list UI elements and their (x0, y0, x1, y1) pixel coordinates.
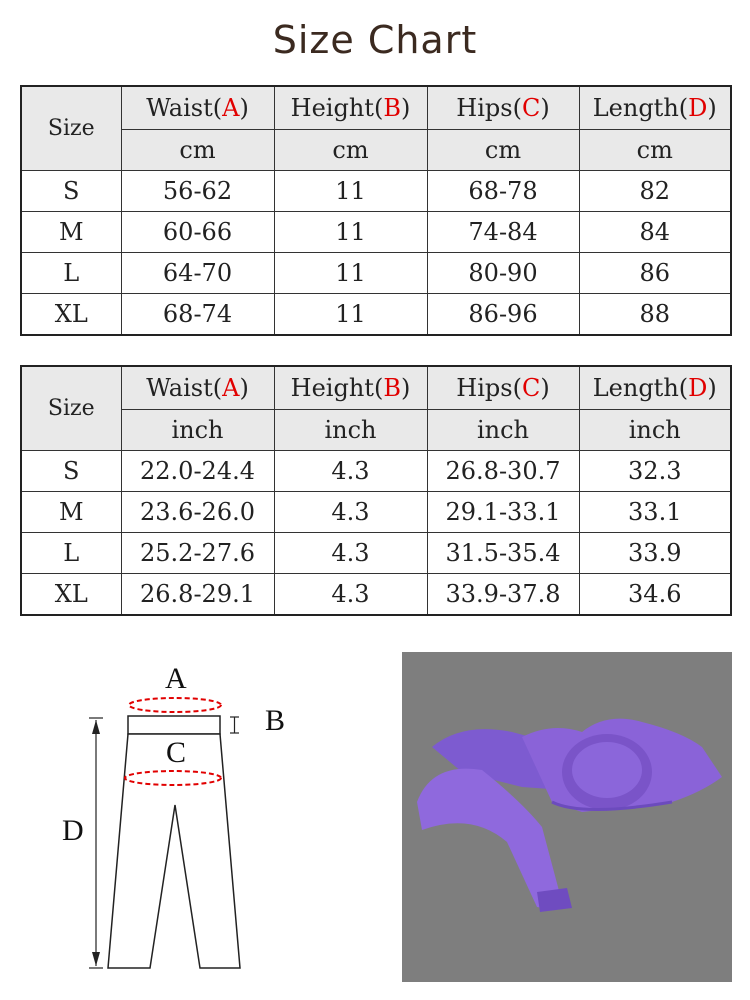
size-cell: L (21, 533, 121, 574)
label-c: C (166, 736, 187, 769)
table-row (21, 451, 731, 492)
size-table-inch (20, 365, 732, 616)
height-cell: 4.3 (274, 533, 427, 574)
size-table-cm (20, 85, 732, 336)
length-cell: 84 (579, 212, 731, 253)
header-hips: Hips(C) (427, 86, 579, 130)
unit-cell: inch (274, 410, 427, 451)
table-row (21, 212, 731, 253)
unit-cell: inch (427, 410, 579, 451)
hips-cell: 31.5-35.4 (427, 533, 579, 574)
waist-cell: 23.6-26.0 (121, 492, 274, 533)
unit-cell: inch (579, 410, 731, 451)
height-cell: 11 (274, 171, 427, 212)
header-height: Height(B) (274, 86, 427, 130)
length-cell: 34.6 (579, 574, 731, 616)
waist-cell: 68-74 (121, 294, 274, 336)
height-cell: 4.3 (274, 574, 427, 616)
header-length: Length(D) (579, 366, 731, 410)
size-cell: M (21, 212, 121, 253)
size-cell: XL (21, 294, 121, 336)
waist-cell: 64-70 (121, 253, 274, 294)
waist-cell: 22.0-24.4 (121, 451, 274, 492)
waistband-shape (128, 716, 220, 734)
table-row (21, 171, 731, 212)
table-row (21, 574, 731, 616)
header-height: Height(B) (274, 366, 427, 410)
hips-cell: 86-96 (427, 294, 579, 336)
table-row (21, 533, 731, 574)
unit-cell: inch (121, 410, 274, 451)
unit-cell: cm (427, 130, 579, 171)
waist-cell: 26.8-29.1 (121, 574, 274, 616)
length-cell: 32.3 (579, 451, 731, 492)
size-header: Size (21, 86, 121, 171)
height-cell: 11 (274, 212, 427, 253)
header-row (21, 86, 731, 130)
label-b: B (265, 704, 286, 737)
size-cell: L (21, 253, 121, 294)
table-row (21, 253, 731, 294)
length-cell: 33.9 (579, 533, 731, 574)
table-row (21, 294, 731, 336)
page-title: Size Chart (272, 18, 478, 62)
height-cell: 4.3 (274, 492, 427, 533)
header-waist: Waist(A) (121, 366, 274, 410)
height-cell: 11 (274, 294, 427, 336)
size-cell: M (21, 492, 121, 533)
hips-cell: 74-84 (427, 212, 579, 253)
product-photo (402, 652, 732, 982)
waist-ellipse (129, 698, 221, 712)
length-cell: 86 (579, 253, 731, 294)
unit-cell: cm (274, 130, 427, 171)
unit-cell: cm (579, 130, 731, 171)
pants-outline (108, 734, 240, 968)
length-cell: 82 (579, 171, 731, 212)
waist-cell: 25.2-27.6 (121, 533, 274, 574)
header-hips: Hips(C) (427, 366, 579, 410)
hips-cell: 26.8-30.7 (427, 451, 579, 492)
header-waist: Waist(A) (121, 86, 274, 130)
height-cell: 11 (274, 253, 427, 294)
label-a: A (165, 662, 187, 695)
length-cell: 33.1 (579, 492, 731, 533)
size-cell: S (21, 451, 121, 492)
waist-cell: 60-66 (121, 212, 274, 253)
label-d: D (62, 814, 84, 847)
size-header: Size (21, 366, 121, 451)
hips-cell: 80-90 (427, 253, 579, 294)
size-cell: XL (21, 574, 121, 616)
header-row (21, 366, 731, 410)
hips-cell: 33.9-37.8 (427, 574, 579, 616)
waist-cell: 56-62 (121, 171, 274, 212)
height-cell: 4.3 (274, 451, 427, 492)
hips-cell: 29.1-33.1 (427, 492, 579, 533)
unit-row (21, 410, 731, 451)
hips-cell: 68-78 (427, 171, 579, 212)
table-row (21, 492, 731, 533)
unit-row (21, 130, 731, 171)
unit-cell: cm (121, 130, 274, 171)
length-cell: 88 (579, 294, 731, 336)
measurement-diagram (40, 650, 370, 980)
size-cell: S (21, 171, 121, 212)
header-length: Length(D) (579, 86, 731, 130)
